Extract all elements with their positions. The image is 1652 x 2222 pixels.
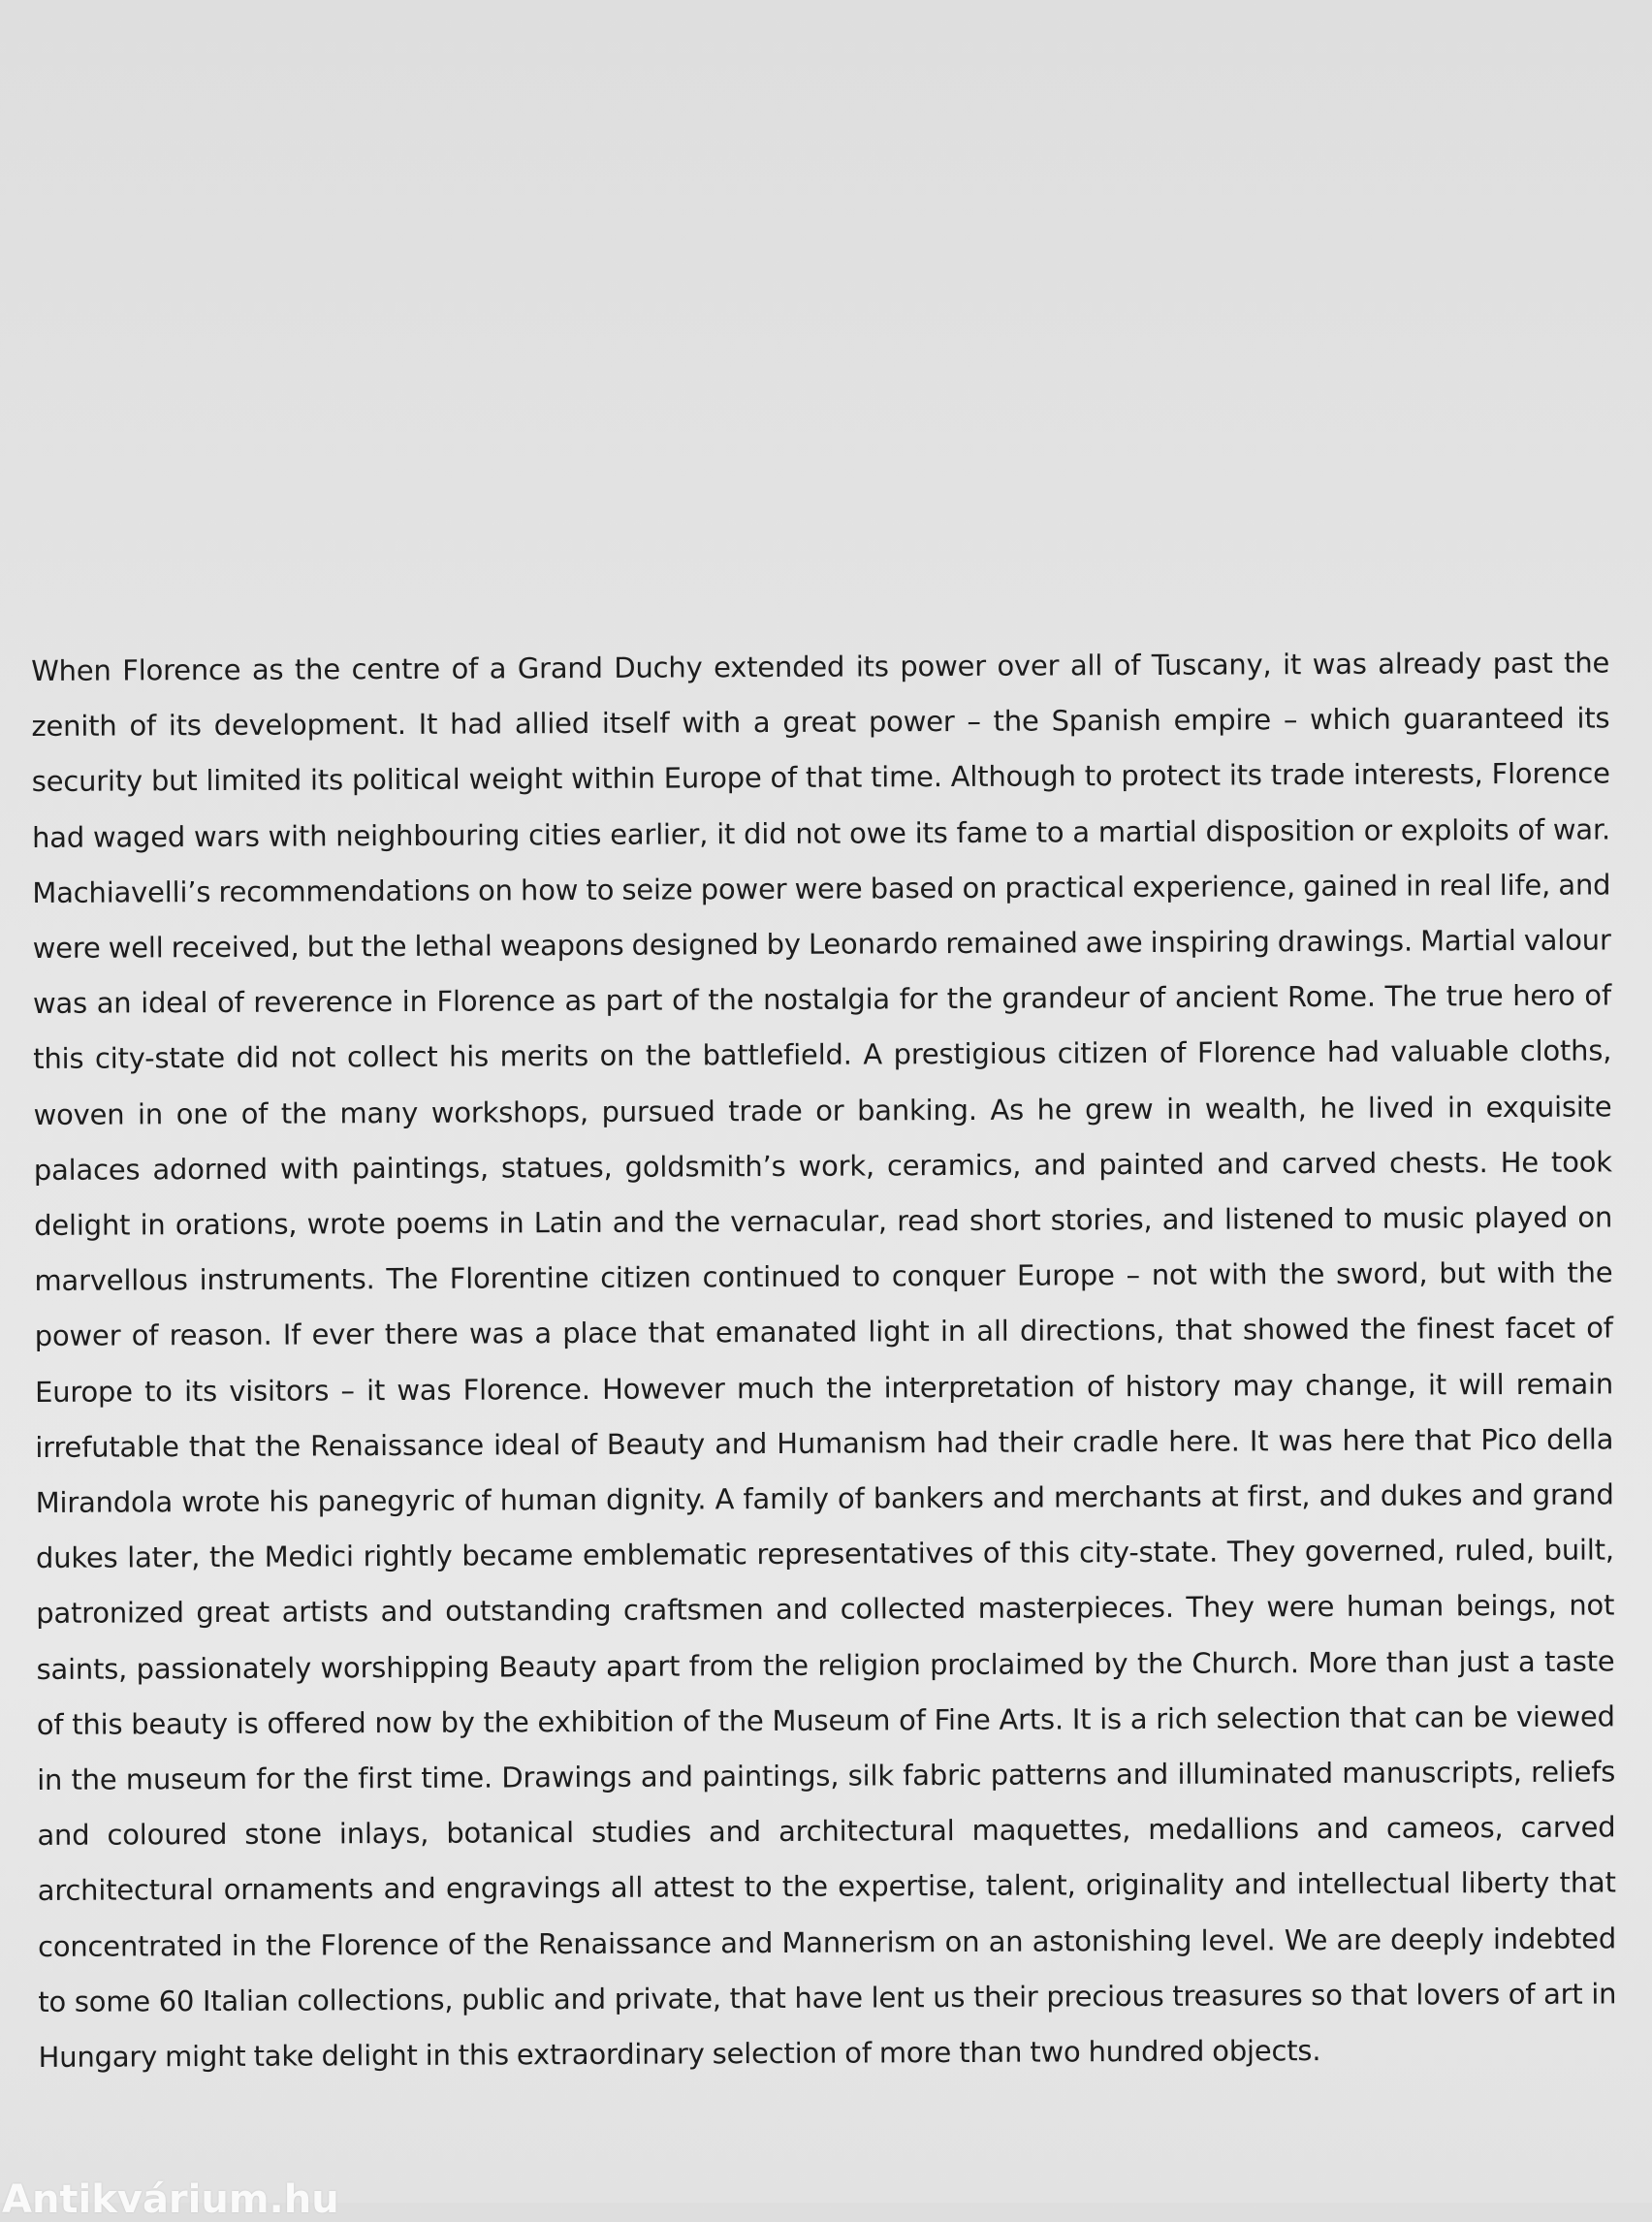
watermark-text: Antikvárium.hu — [2, 2177, 339, 2222]
body-paragraph: When Florence as the centre of a Grand Duchy extended its power over all of Tuscany, it was already past the zenith of its development. It had allied itself with a great power – the Spanish empire – which guaranteed its security but limited its political weight within Europe of that time. Although to protect its trade interests, Florence had waged wars with neighbouring cities earlier, it did not owe its fame to a martial disposition or exploits of war. Machiavelli’s recommendations on how to seize power were based on practical experience, gained in real life, and were well received, but the lethal weapons designed by Leonardo remained awe inspiring drawings. Martial valour was an ideal of reverence in Florence as part of the nostalgia for the grandeur of ancient Rome. The true hero of this city-state did not collect his merits on the battlefield. A prestigious citizen of Florence had valuable cloths, woven in one of the many workshops, pursued trade or banking. As he grew in wealth, he lived in exquisite palaces adorned with paintings, statues, goldsmith’s work, ceramics, and painted and carved chests. He took delight in orations, wrote poems in Latin and the vernacular, read short stories, and listened to music played on marvellous instruments. The Florentine citizen continued to conquer Europe – not with the sword, but with the power of reason. If ever there was a place that emanated light in all directions, that showed the finest facet of Europe to its visitors – it was Florence. However much the interpretation of history may change, it will remain irrefutable that the Renaissance ideal of Beauty and Humanism had their cradle here. It was here that Pico della Mirandola wrote his panegyric of human dignity. A family of bankers and merchants at first, and dukes and grand dukes later, the Medici rightly became emblematic representatives of this city-state. They governed, ruled, built, patronized great artists and outstanding craftsmen and collected masterpieces. They were human beings, not saints, passionately worshipping Beauty apart from the religion proclaimed by the Church. More than just a taste of this beauty is offered now by the exhibition of the Museum of Fine Arts. It is a rich selection that can be viewed in the museum for the first time. Drawings and paintings, silk fabric patterns and illuminated manuscripts, reliefs and coloured stone inlays, botanical studies and architectural maquettes, medallions and cameos, carved architectural ornaments and engravings all attest to the expertise, talent, originality and intellectual liberty that concentrated in the Florence of the Renaissance and Mannerism on an astonishing level. We are deeply indebted to some 60 Italian collections, public and private, that have lent us their precious treasures so that lovers of art in Hungary might take delight in this extraordinary selection of more than two hundred objects. — [31, 646, 1617, 2075]
